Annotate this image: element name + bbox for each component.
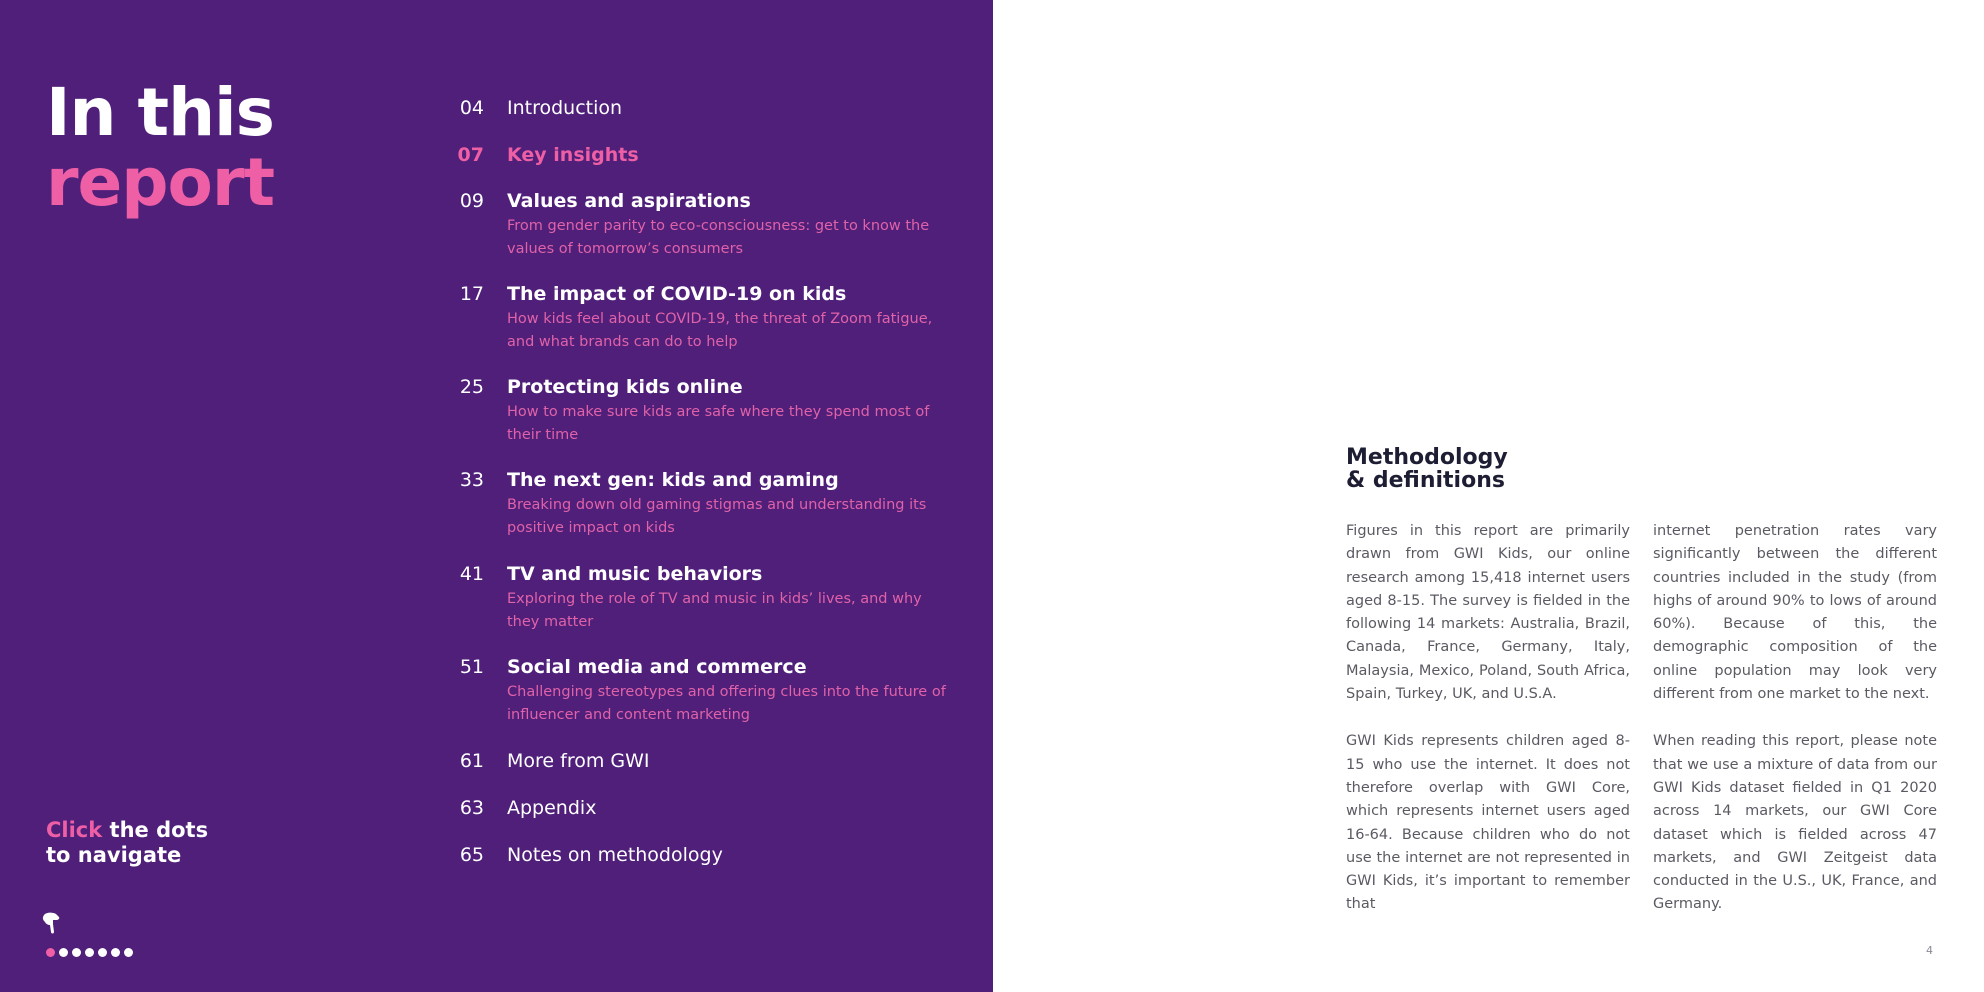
nav-dot-1[interactable] bbox=[46, 948, 55, 957]
methodology-paragraph: Figures in this report are primarily drawn from GWI Kids, our online research among 15,418 internet users aged 8-15. The survey is fielded in the following 14 markets: Australia, Brazil, Canada, France, Germany, Italy, Malaysia, Mexico, Poland, South Africa, Spain, Turkey, UK, and U.S.A. bbox=[1346, 523, 1630, 703]
toc-title: The next gen: kids and gaming bbox=[507, 469, 839, 491]
methodology-heading-line2: & definitions bbox=[1346, 468, 1505, 493]
toc-title: Values and aspirations bbox=[507, 190, 751, 212]
methodology-paragraph: GWI Kids represents children aged 8-15 who use the internet. It does not therefore overlap with GWI Core, which represents internet users aged 16-64. Because children who do not use the internet are not represented in GWI Kids, it’s important to remember that bbox=[1346, 733, 1630, 913]
toc-page-number: 65 bbox=[459, 844, 484, 866]
toc-description: From gender parity to eco-consciousness: get to know the values of tomorrow’s consumers bbox=[507, 218, 930, 257]
toc-page-number: 41 bbox=[459, 563, 484, 585]
nav-dot-6[interactable] bbox=[111, 948, 120, 957]
toc-title: Key insights bbox=[507, 144, 639, 166]
nav-hint-accent: Click bbox=[46, 818, 103, 842]
toc-description: Breaking down old gaming stigmas and understanding its positive impact on kids bbox=[507, 497, 927, 536]
toc-title: More from GWI bbox=[507, 750, 650, 772]
toc-title: The impact of COVID-19 on kids bbox=[507, 283, 847, 305]
methodology-column-1 bbox=[1346, 520, 1630, 941]
toc-page-number: 25 bbox=[459, 376, 484, 398]
methodology-paragraph: When reading this report, please note that we use a mixture of data from our GWI Kids dataset fielded in Q1 2020 across 14 markets, our GWI Core dataset which is fielded across 47 markets, and GWI Zeitgeist data conducted in the U.S., UK, France, and Germany. bbox=[1653, 733, 1937, 913]
toc-description: How kids feel about COVID-19, the threat of Zoom fatigue, and what brands can do to help bbox=[507, 311, 933, 350]
toc-page-number: 04 bbox=[459, 97, 484, 119]
toc-title: TV and music behaviors bbox=[507, 563, 763, 585]
navigation-hint bbox=[46, 818, 208, 868]
toc-title: Protecting kids online bbox=[507, 376, 743, 398]
page-title bbox=[46, 74, 274, 221]
nav-dot-3[interactable] bbox=[72, 948, 81, 957]
toc-page-number: 63 bbox=[459, 797, 484, 819]
toc-page-number: 07 bbox=[457, 144, 484, 166]
toc-page-number: 17 bbox=[459, 283, 484, 305]
methodology-heading-line1: Methodology bbox=[1346, 445, 1508, 470]
nav-dot-4[interactable] bbox=[85, 948, 94, 957]
methodology-heading bbox=[1346, 446, 1508, 492]
nav-hint-text-line2: to navigate bbox=[46, 843, 182, 867]
toc-title: Notes on methodology bbox=[507, 844, 723, 866]
nav-dot-5[interactable] bbox=[98, 948, 107, 957]
toc-title: Appendix bbox=[507, 797, 597, 819]
nav-dot-2[interactable] bbox=[59, 948, 68, 957]
toc-page-number: 61 bbox=[459, 750, 484, 772]
toc-description: Challenging stereotypes and offering clues into the future of influencer and content marketing bbox=[507, 684, 946, 723]
toc-title: Social media and commerce bbox=[507, 656, 807, 678]
toc-page-number: 33 bbox=[459, 469, 484, 491]
methodology-column-2 bbox=[1653, 520, 1937, 941]
toc-title: Introduction bbox=[507, 97, 623, 119]
methodology-paragraph: internet penetration rates vary significantly between the different countries included in the study (from highs of around 90% to lows of around 60%). Because of this, the demographic composition of the online population may look very different from one market to the next. bbox=[1653, 523, 1937, 703]
page-dots-navigation bbox=[46, 948, 133, 957]
toc-description: Exploring the role of TV and music in kids’ lives, and why they matter bbox=[507, 591, 922, 630]
pointing-hand-icon bbox=[40, 912, 62, 936]
nav-hint-text: the dots bbox=[102, 818, 209, 842]
page-number: 4 bbox=[1926, 944, 1933, 957]
toc-page-number: 51 bbox=[459, 656, 484, 678]
toc-description: How to make sure kids are safe where they spend most of their time bbox=[507, 404, 930, 443]
title-line-2: report bbox=[46, 144, 274, 221]
nav-dot-7[interactable] bbox=[124, 948, 133, 957]
toc-page-number: 09 bbox=[459, 190, 484, 212]
title-line-1: In this bbox=[46, 74, 274, 151]
